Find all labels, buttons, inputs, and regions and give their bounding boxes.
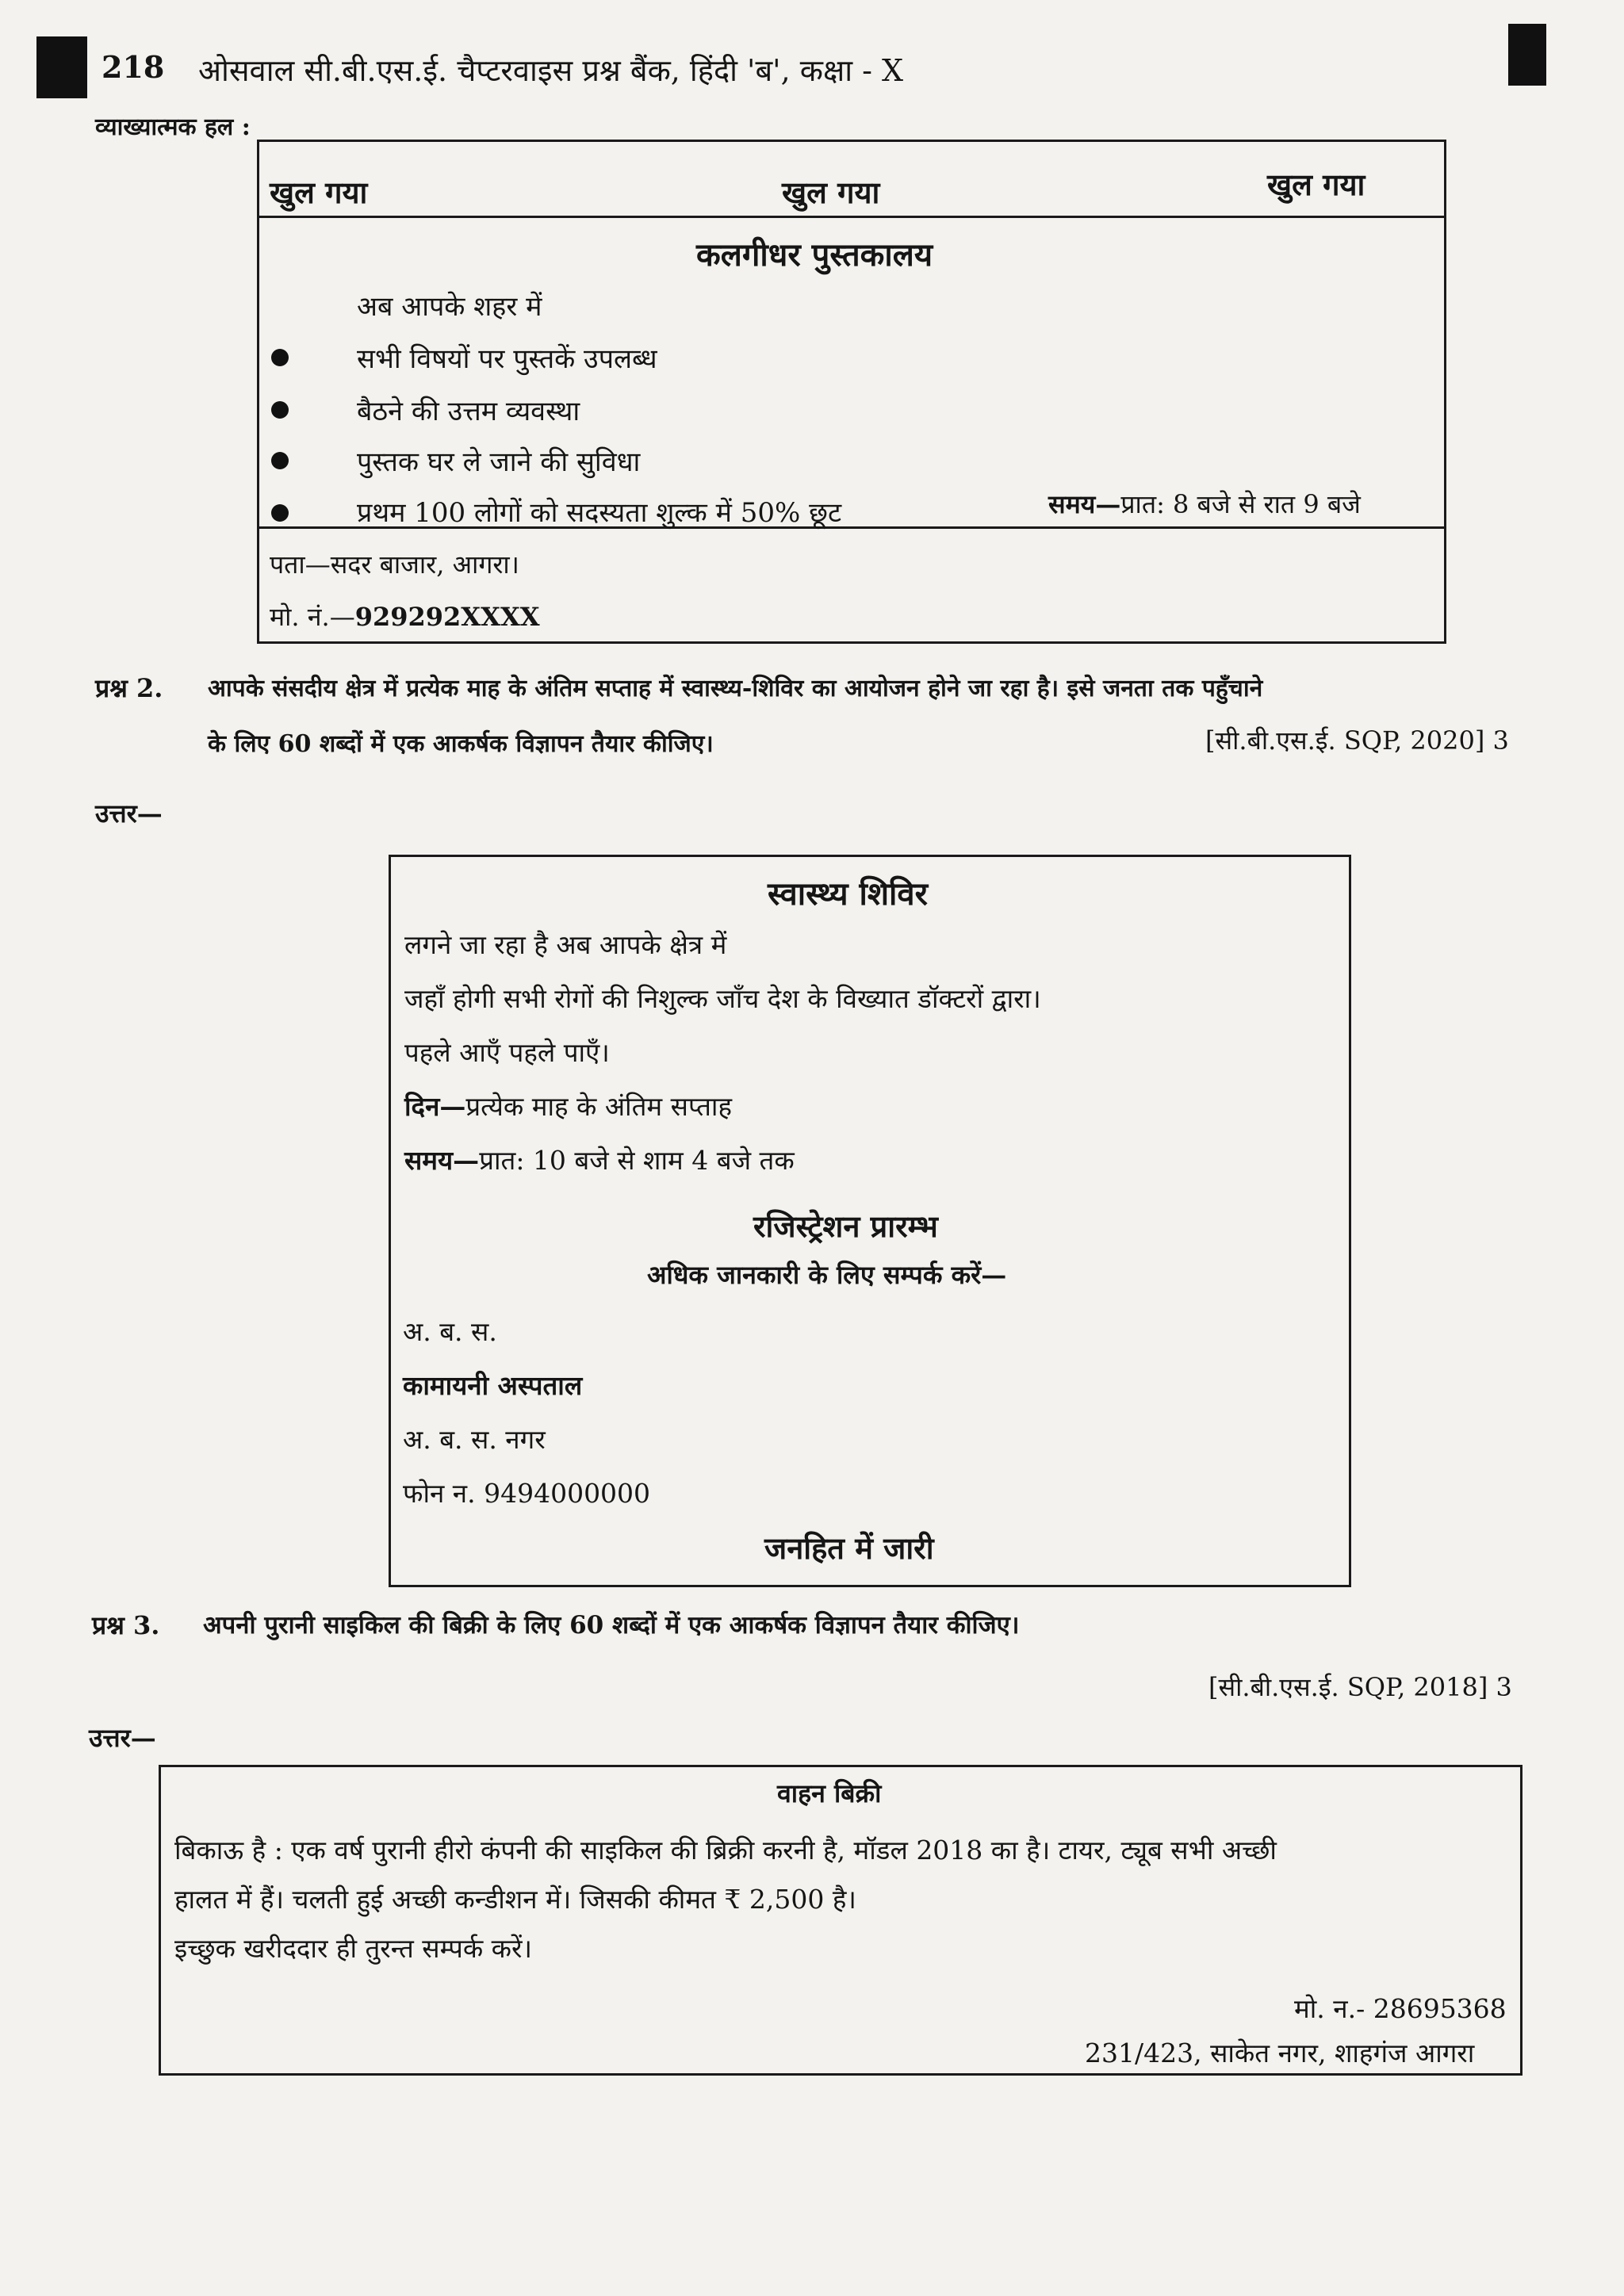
- vehicle-sale-address: 231/423, साकेत नगर, शाहगंज आगरा: [1085, 2038, 1475, 2068]
- banner-text-right: खुल गया: [1267, 166, 1365, 202]
- health-camp-footer: जनहित में जारी: [764, 1530, 934, 1566]
- library-bullet-1: सभी विषयों पर पुस्तकें उपलब्ध: [357, 343, 657, 375]
- vehicle-sale-line-2: हालत में हैं। चलती हुई अच्छी कन्डीशन में। जिसकी कीमत ₹ 2,500 है।: [174, 1884, 856, 1915]
- health-camp-contact-name: अ. ब. स.: [403, 1316, 497, 1347]
- library-intro: अब आपके शहर में: [357, 291, 542, 323]
- banner-text-left: खुल गया: [270, 174, 368, 210]
- library-timing: [1048, 487, 1361, 521]
- q2-source: [सी.बी.एस.ई. SQP, 2020] 3: [1205, 725, 1509, 756]
- library-timing-value: प्रात: 8 बजे से रात 9 बजे: [1120, 489, 1361, 519]
- health-camp-hospital: कामायनी अस्पताल: [403, 1370, 583, 1401]
- library-bullet-4: प्रथम 100 लोगों को सदस्यता शुल्क में 50% छूट: [357, 497, 842, 529]
- health-camp-line-1: लगने जा रहा है अब आपके क्षेत्र में: [404, 929, 727, 960]
- health-camp-time-value: प्रात: 10 बजे से शाम 4 बजे तक: [479, 1145, 795, 1176]
- library-banner-divider: [257, 216, 1446, 218]
- vehicle-sale-title: वाहन बिक्री: [777, 1778, 882, 1808]
- health-camp-contact-heading: अधिक जानकारी के लिए सम्पर्क करें—: [647, 1260, 1007, 1290]
- book-title: ओसवाल सी.बी.एस.ई. चैप्टरवाइस प्रश्न बैंक, हिंदी 'ब', कक्षा - X: [198, 53, 904, 88]
- library-address: पता—सदर बाजार, आगरा।: [270, 549, 519, 580]
- q3-source: [सी.बी.एस.ई. SQP, 2018] 3: [1208, 1672, 1512, 1702]
- library-mobile-value: 929292XXXX: [354, 602, 540, 632]
- health-camp-registration: रजिस्ट्रेशन प्रारम्भ: [753, 1208, 938, 1244]
- corner-mark-left: [36, 36, 87, 98]
- q2-text-line-2: के लिए 60 शब्दों में एक आकर्षक विज्ञापन तैयार कीजिए।: [208, 730, 714, 758]
- q2-label: प्रश्न 2.: [95, 673, 163, 703]
- library-mobile: [270, 599, 540, 633]
- bullet-icon: [271, 349, 289, 366]
- library-title: कलगीधर पुस्तकालय: [696, 236, 933, 274]
- banner-text-center: खुल गया: [782, 174, 880, 210]
- q3-label: प्रश्न 3.: [92, 1610, 160, 1640]
- health-camp-day-label: दिन—: [404, 1091, 466, 1122]
- health-camp-title: स्वास्थ्य शिविर: [768, 875, 929, 913]
- library-mobile-label: मो. नं.—: [270, 602, 355, 632]
- library-bullet-3: पुस्तक घर ले जाने की सुविधा: [357, 446, 641, 478]
- vehicle-sale-line-1: बिकाऊ है : एक वर्ष पुरानी हीरो कंपनी की साइकिल की ब्रिक्री करनी है, मॉडल 2018 का है। टायर, ट्यूब सभी अच्छी: [174, 1835, 1277, 1866]
- health-camp-time: [404, 1142, 795, 1177]
- library-timing-label: समय—: [1048, 489, 1121, 519]
- health-camp-day-value: प्रत्येक माह के अंतिम सप्ताह: [465, 1091, 732, 1122]
- page-number: 218: [102, 49, 165, 85]
- q2-answer-label: उत्तर—: [95, 798, 163, 828]
- section-label: व्याख्यात्मक हल :: [95, 113, 251, 141]
- q2-text-line-1: आपके संसदीय क्षेत्र में प्रत्येक माह के अंतिम सप्ताह में स्वास्थ्य-शिविर का आयोजन होने जा रहा है। इसे जनता तक पहुँचाने: [208, 675, 1263, 702]
- bullet-icon: [271, 452, 289, 469]
- vehicle-sale-line-3: इच्छुक खरीददार ही तुरन्त सम्पर्क करें।: [174, 1933, 533, 1964]
- bullet-icon: [271, 401, 289, 419]
- health-camp-day: [404, 1088, 732, 1123]
- q3-text-line-1: अपनी पुरानी साइकिल की बिक्री के लिए 60 शब्दों में एक आकर्षक विज्ञापन तैयार कीजिए।: [203, 1611, 1020, 1640]
- health-camp-phone: फोन न. 9494000000: [403, 1478, 651, 1509]
- vehicle-sale-mobile: मो. न.- 28695368: [1294, 1993, 1507, 2024]
- bullet-icon: [271, 504, 289, 522]
- health-camp-place: अ. ब. स. नगर: [403, 1424, 546, 1455]
- corner-mark-right: [1508, 24, 1546, 86]
- health-camp-time-label: समय—: [404, 1145, 480, 1176]
- vehicle-sale-ad-box: [159, 1765, 1522, 2076]
- health-camp-line-3: पहले आएँ पहले पाएँ।: [404, 1037, 610, 1068]
- health-camp-line-2: जहाँ होगी सभी रोगों की निशुल्क जाँच देश के विख्यात डॉक्टरों द्वारा।: [404, 983, 1041, 1014]
- library-bullet-2: बैठने की उत्तम व्यवस्था: [357, 396, 580, 427]
- q3-answer-label: उत्तर—: [89, 1723, 156, 1753]
